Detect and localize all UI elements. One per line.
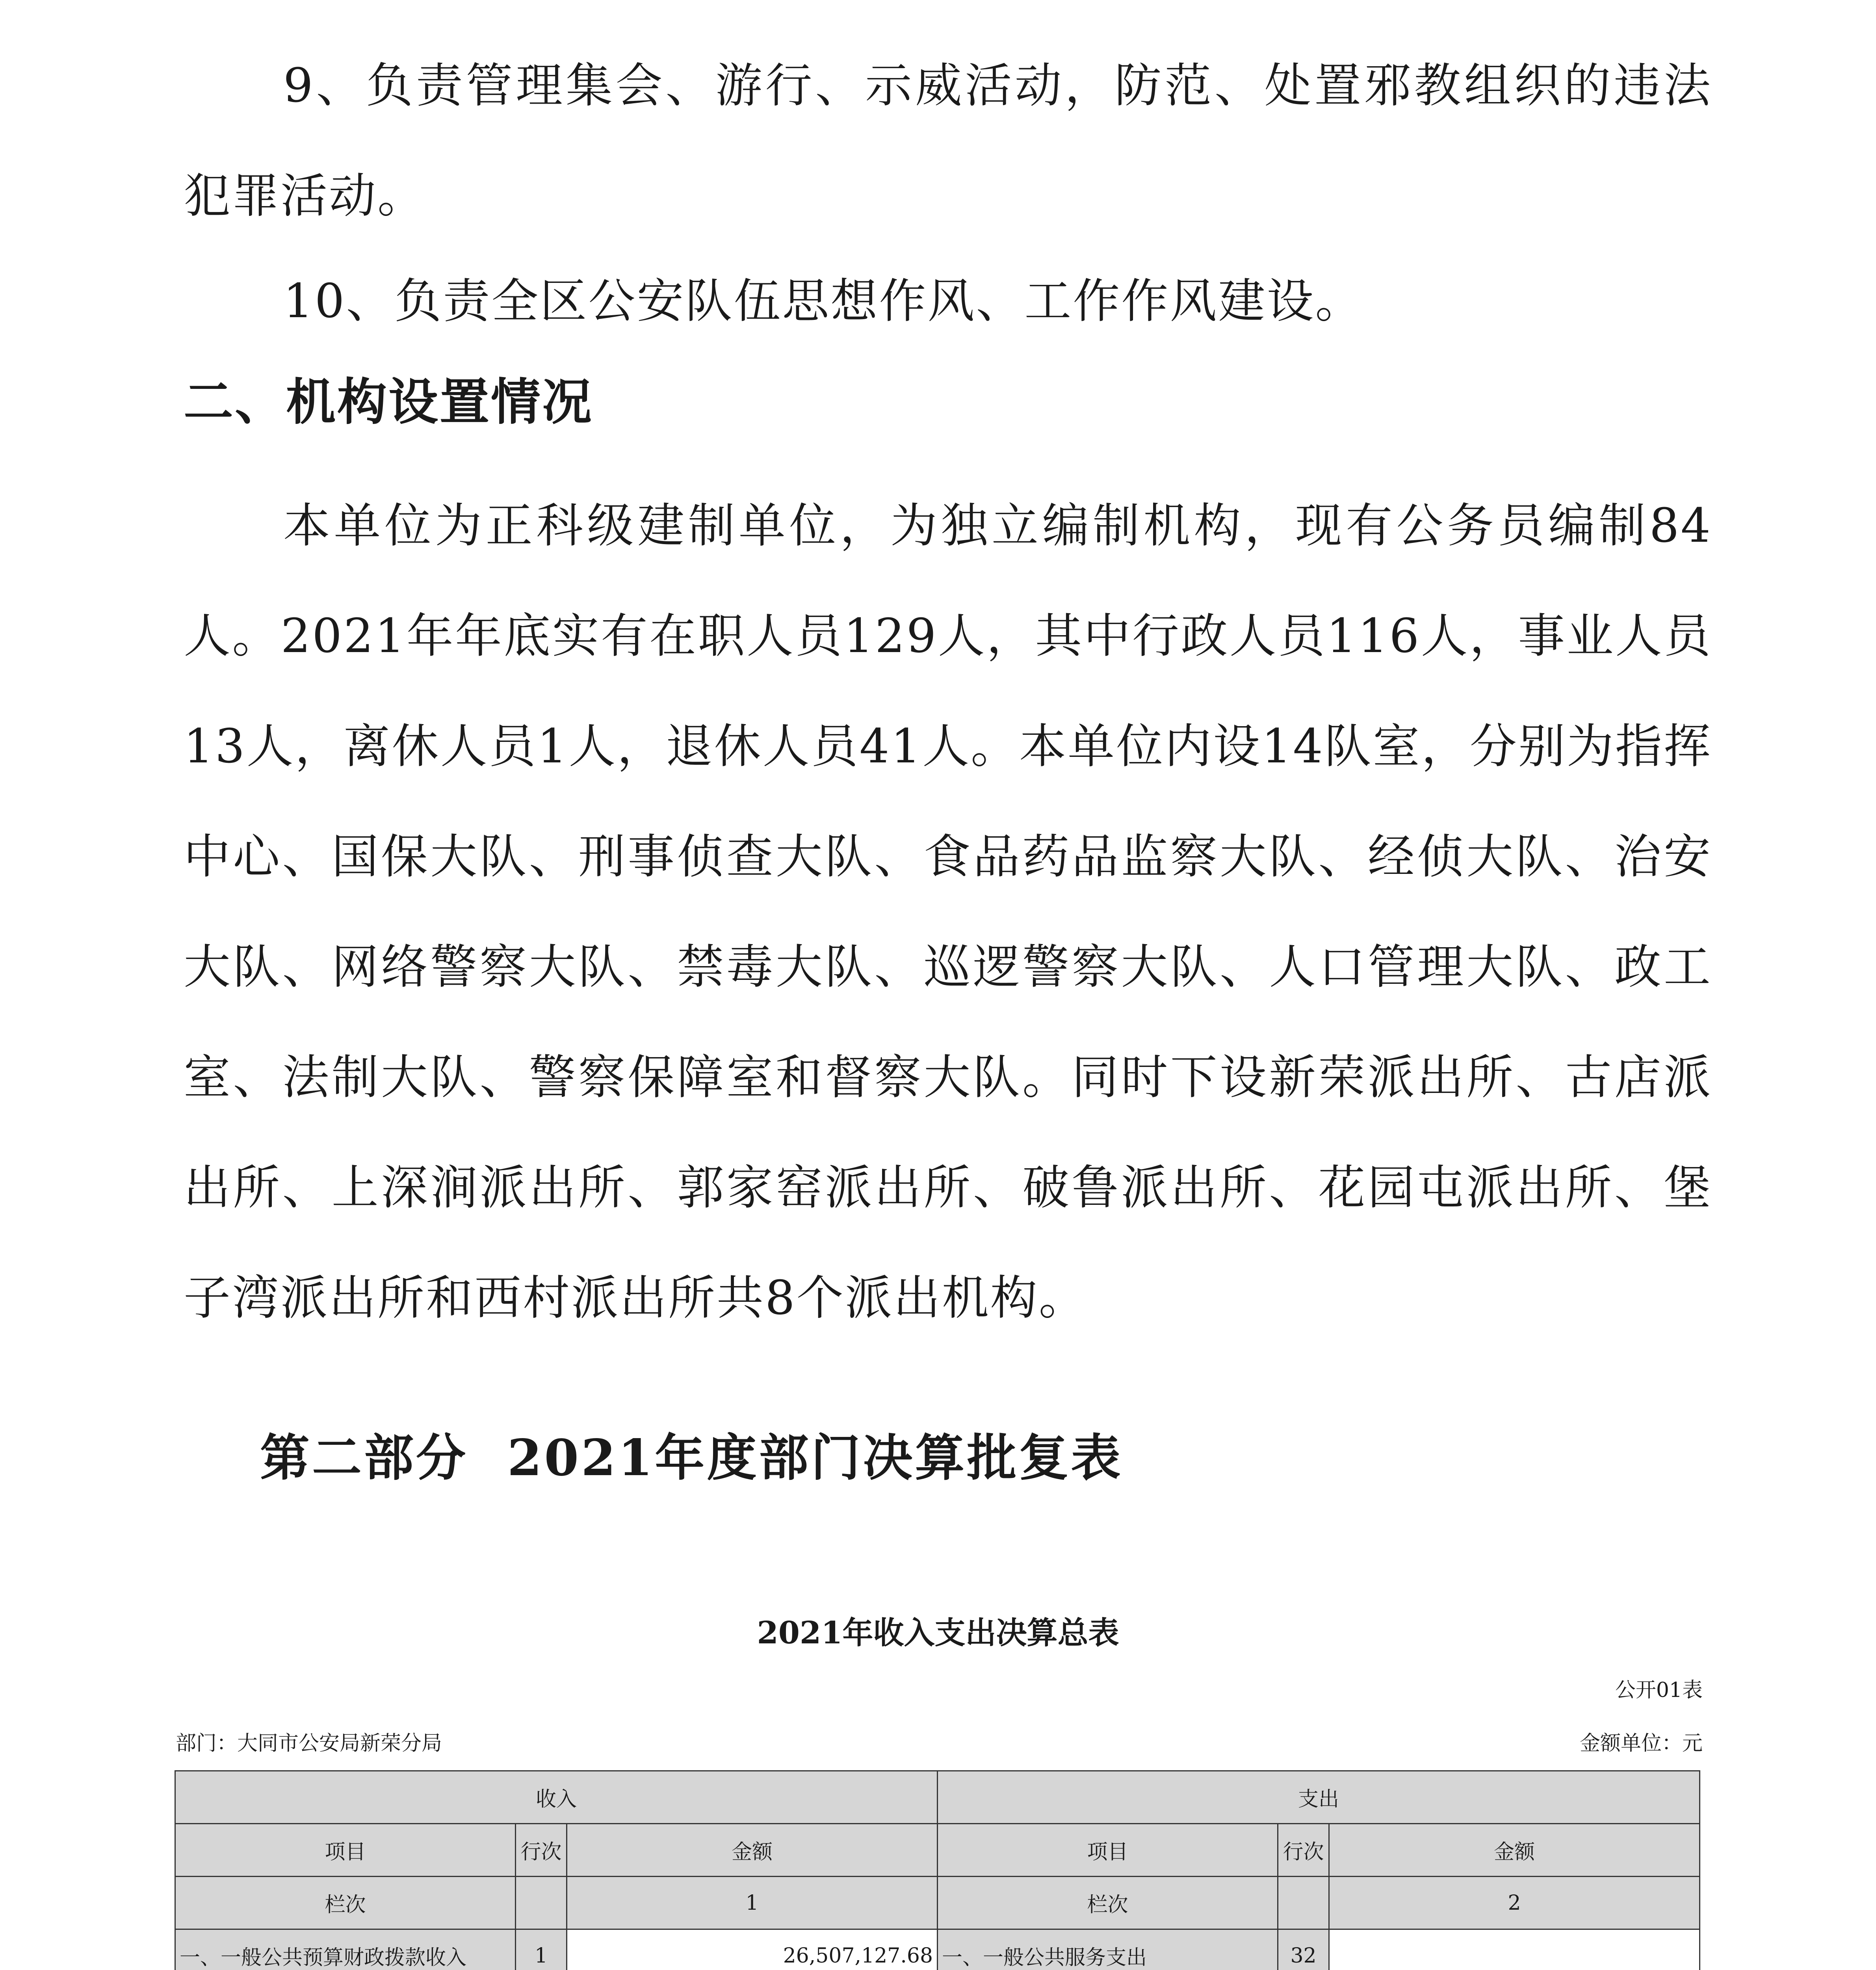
expense-header: 支出 [938, 1771, 1700, 1824]
income-amount-cell: 26,507,127.68 [567, 1929, 938, 1970]
income-expense-summary-table [175, 1770, 1700, 1970]
duty-item-9: 9、负责管理集会、游行、示威活动，防范、处置邪教组织的违法犯罪活动。 [184, 59, 1712, 223]
income-amount-col-header: 金额 [567, 1824, 938, 1877]
expense-column-number: 2 [1329, 1877, 1700, 1929]
expense-amount-cell [1329, 1929, 1700, 1970]
expense-lanci-blank [1278, 1877, 1329, 1929]
organization-paragraph: 本单位为正科级建制单位，为独立编制机构，现有公务员编制84人。2021年年底实有在职人员129人，其中行政人员116人，事业人员13人，离休人员1人，退休人员41人。本单位内设14队室，分别为指挥中心、国保大队、刑事侦查大队、食品药品监察大队、经侦大队、治安大队、网络警察大队、禁毒大队、巡逻警察大队、人口管理大队、政工室、法制大队、警察保障室和督察大队。同时下设新荣派出所、古店派出所、上深涧派出所、郭家窑派出所、破鲁派出所、花园屯派出所、堡子湾派出所和西村派出所共8个派出机构。 [184, 499, 1712, 1325]
table-row [175, 1929, 1700, 1970]
income-item-col-header: 项目 [175, 1824, 516, 1877]
section-heading-organization: 二、机构设置情况 [184, 373, 593, 431]
expense-amount-col-header: 金额 [1329, 1824, 1700, 1877]
expense-line-cell: 32 [1278, 1929, 1329, 1970]
income-line-col-header: 行次 [516, 1824, 567, 1877]
expense-item-col-header: 项目 [938, 1824, 1278, 1877]
department-label: 部门：大同市公安局新荣分局 [176, 1732, 442, 1755]
income-lanci-blank [516, 1877, 567, 1929]
form-number: 公开01表 [1615, 1678, 1703, 1702]
part-two-title: 第二部分 2021年度部门决算批复表 [260, 1429, 1123, 1487]
duty-item-10: 10、负责全区公安队伍思想作风、工作作风建设。 [283, 274, 1364, 329]
expense-lanci-label: 栏次 [938, 1877, 1278, 1929]
table-header-row-lanci [175, 1877, 1700, 1929]
amount-unit-label: 金额单位：元 [1579, 1732, 1703, 1755]
table-header-row-sections [175, 1771, 1700, 1824]
table-header-row-columns [175, 1824, 1700, 1877]
expense-item-cell: 一、一般公共服务支出 [938, 1929, 1278, 1970]
expense-line-col-header: 行次 [1278, 1824, 1329, 1877]
income-item-cell: 一、一般公共预算财政拨款收入 [175, 1929, 516, 1970]
income-column-number: 1 [567, 1877, 938, 1929]
income-header: 收入 [175, 1771, 938, 1824]
income-line-cell: 1 [516, 1929, 567, 1970]
income-lanci-label: 栏次 [175, 1877, 516, 1929]
table-title: 2021年收入支出决算总表 [757, 1615, 1119, 1651]
